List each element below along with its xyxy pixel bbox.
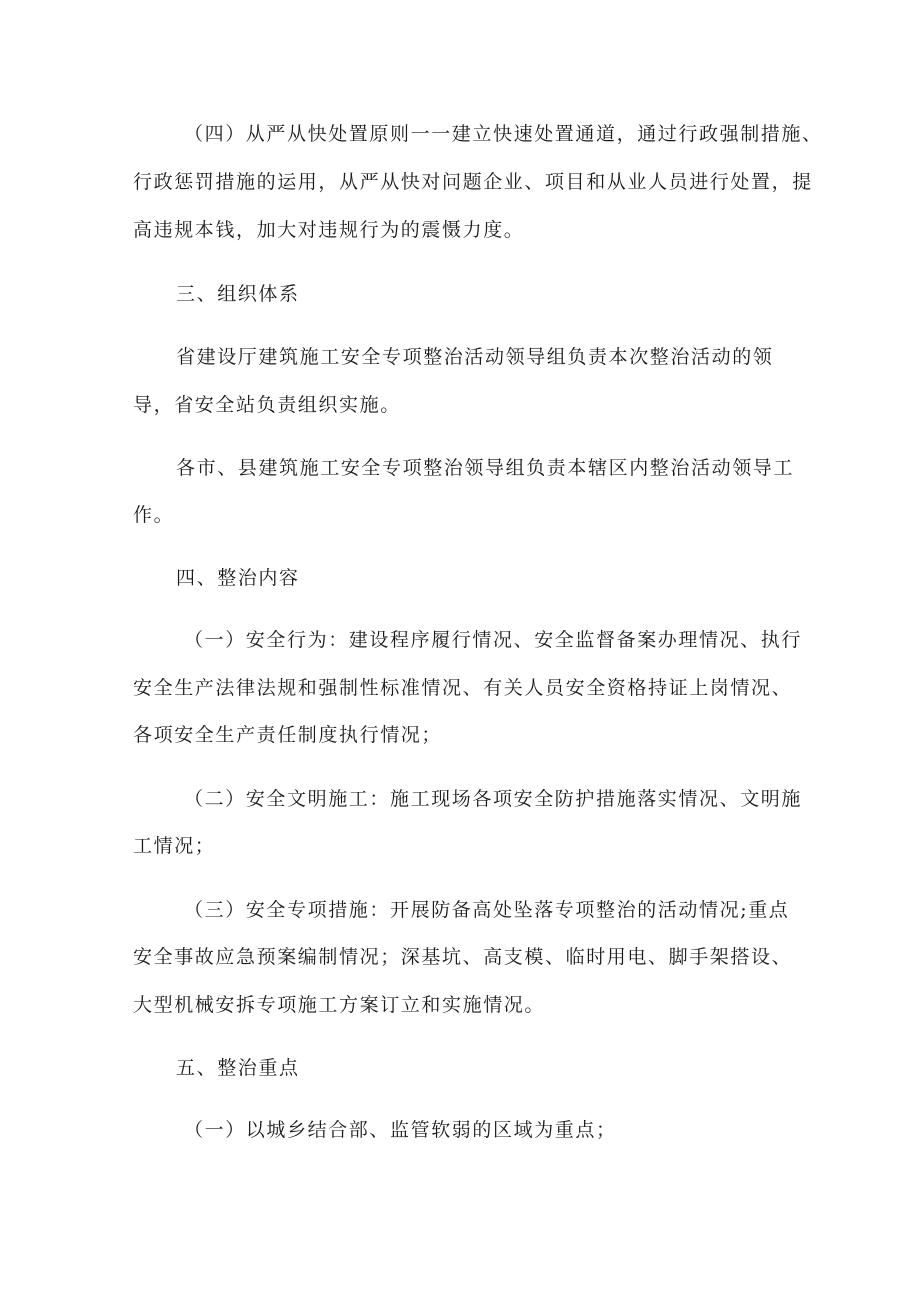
paragraph-line: 行政惩罚措施的运用，从严从快对问题企业、项目和从业人员进行处置，提: [133, 171, 813, 193]
paragraph-line: （一）以城乡结合部、监管软弱的区域为重点；: [184, 1119, 617, 1141]
paragraph-line: （四）从严从快处置原则一一建立快速处置通道，通过行政强制措施、: [184, 123, 823, 145]
paragraph-line: 大型机械安拆专项施工方案订立和实施情况。: [133, 994, 546, 1016]
section-heading: 三、组织体系: [176, 283, 300, 305]
section-heading: 四、整治内容: [176, 567, 300, 589]
paragraph-line: 安全生产法律法规和强制性标准情况、有关人员安全资格持证上岗情况、: [133, 677, 793, 699]
paragraph-line: 各项安全生产责任制度执行情况；: [133, 724, 443, 746]
paragraph-line: （二）安全文明施工：施工现场各项安全防护措施落实情况、文明施: [184, 788, 803, 810]
paragraph-line: （一）安全行为：建设程序履行情况、安全监督备案办理情况、执行: [184, 629, 803, 651]
section-heading: 五、整治重点: [176, 1057, 300, 1079]
paragraph-line: 各市、县建筑施工安全专项整治领导组负责本辖区内整治活动领导工: [176, 457, 795, 479]
paragraph-line: 工情况；: [133, 835, 216, 857]
paragraph-line: 作。: [133, 504, 175, 526]
paragraph-line: 省建设厅建筑施工安全专项整治活动领导组负责本次整治活动的领: [176, 346, 774, 368]
paragraph-line: （三）安全专项措施：开展防备高处坠落专项整治的活动情况;重点: [184, 899, 790, 921]
paragraph-line: 高违规本钱，加大对违规行为的震慑力度。: [133, 219, 525, 241]
paragraph-line: 安全事故应急预案编制情况；深基坑、高支模、临时用电、脚手架搭设、: [133, 946, 793, 968]
paragraph-line: 导，省安全站负责组织实施。: [133, 394, 401, 416]
